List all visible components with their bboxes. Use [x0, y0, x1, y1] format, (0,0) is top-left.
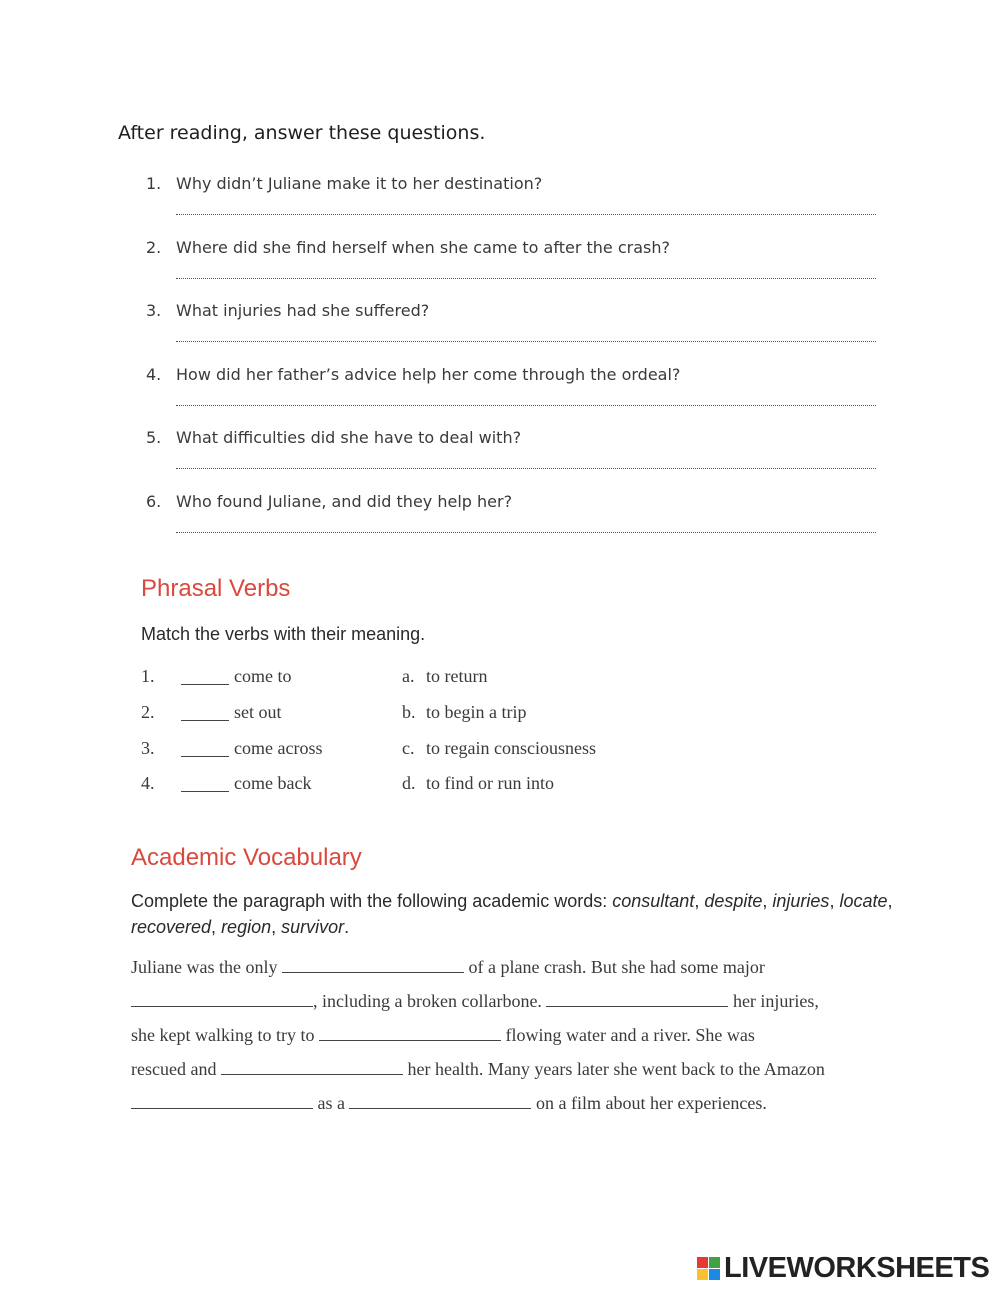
- answer-line[interactable]: [176, 468, 876, 469]
- match-blank[interactable]: [181, 684, 229, 685]
- question-number: 4.: [146, 364, 162, 384]
- phrasal-verbs-instruction: Match the verbs with their meaning.: [141, 624, 426, 644]
- fill-blank[interactable]: [319, 1024, 501, 1041]
- match-blank[interactable]: [181, 720, 229, 721]
- word: region: [221, 917, 272, 937]
- phrasal-verb: come across: [234, 738, 323, 758]
- word: locate: [839, 891, 888, 911]
- meaning-text: to begin a trip: [426, 702, 527, 722]
- matching-row: [141, 702, 661, 738]
- paragraph-text: flowing water and a river. She was: [500, 1025, 755, 1045]
- academic-vocabulary-instruction: Complete the paragraph with the following academic words: consultant, despite, injuries, locate, recovered, region, survivor.: [131, 891, 893, 937]
- instruction-suffix: .: [344, 917, 350, 937]
- answer-line[interactable]: [176, 341, 876, 342]
- questions-heading: After reading, answer these questions.: [118, 122, 486, 144]
- row-number: 2.: [141, 702, 155, 722]
- question-item: [146, 488, 876, 552]
- matching-row: [141, 738, 661, 774]
- meaning-text: to return: [426, 666, 488, 686]
- word: consultant: [612, 891, 695, 911]
- word: injuries: [772, 891, 830, 911]
- word: despite: [704, 891, 763, 911]
- paragraph-line: [131, 990, 819, 1014]
- meaning-letter: b.: [402, 702, 416, 722]
- question-item: [146, 234, 876, 298]
- meaning-letter: d.: [402, 773, 416, 793]
- paragraph-text: on a film about her experiences.: [531, 1093, 767, 1113]
- question-text: What difficulties did she have to deal with?: [176, 428, 522, 447]
- question-item: [146, 424, 876, 488]
- paragraph-text: her health. Many years later she went back to the Amazon: [402, 1059, 825, 1079]
- answer-line[interactable]: [176, 278, 876, 279]
- fill-blank[interactable]: [349, 1092, 531, 1109]
- paragraph-line: [131, 956, 765, 980]
- row-number: 4.: [141, 773, 155, 793]
- fill-blank[interactable]: [131, 990, 313, 1007]
- word: recovered: [131, 917, 212, 937]
- logo-block-green: [709, 1257, 720, 1268]
- answer-line[interactable]: [176, 214, 876, 215]
- fill-blank[interactable]: [131, 1092, 313, 1109]
- meaning-letter: a.: [402, 666, 415, 686]
- paragraph-text: she kept walking to try to: [131, 1025, 319, 1045]
- row-number: 1.: [141, 666, 155, 686]
- paragraph-text: Juliane was the only: [131, 957, 282, 977]
- question-item: [146, 170, 876, 234]
- logo-text: LIVEWORKSHEETS: [724, 1252, 990, 1284]
- question-text: How did her father’s advice help her come through the ordeal?: [176, 364, 681, 384]
- answer-line[interactable]: [176, 405, 876, 406]
- phrasal-verb: set out: [234, 702, 282, 722]
- phrasal-verb: come back: [234, 773, 312, 793]
- question-item: [146, 297, 876, 361]
- row-number: 3.: [141, 738, 155, 758]
- paragraph-line: [131, 1024, 755, 1048]
- word: survivor: [281, 917, 345, 937]
- paragraph-text: , including a broken collarbone.: [313, 991, 547, 1011]
- phrasal-verb: come to: [234, 666, 292, 686]
- question-text: Where did she find herself when she came to after the crash?: [176, 237, 670, 257]
- logo-block-yellow: [697, 1269, 708, 1280]
- question-number: 2.: [146, 237, 162, 257]
- fill-blank[interactable]: [546, 990, 728, 1007]
- meaning-text: to regain consciousness: [426, 738, 596, 758]
- phrasal-verbs-title: Phrasal Verbs: [141, 575, 291, 602]
- paragraph-text: her injuries,: [728, 991, 819, 1011]
- academic-vocabulary-title: Academic Vocabulary: [131, 844, 362, 871]
- question-number: 5.: [146, 428, 162, 447]
- matching-row: [141, 773, 661, 809]
- meaning-text: to find or run into: [426, 773, 554, 793]
- fill-blank[interactable]: [221, 1058, 403, 1075]
- question-number: 6.: [146, 491, 162, 511]
- logo-block-red: [697, 1257, 708, 1268]
- match-blank[interactable]: [181, 756, 229, 757]
- question-text: What injuries had she suffered?: [176, 301, 430, 320]
- matching-row: [141, 666, 661, 702]
- question-number: 1.: [146, 174, 162, 193]
- logo-blocks-icon: [697, 1257, 721, 1281]
- liveworksheets-logo: [697, 1254, 997, 1288]
- meaning-letter: c.: [402, 738, 415, 758]
- paragraph-line: [131, 1058, 825, 1082]
- paragraph-text: as a: [313, 1093, 350, 1113]
- fill-blank[interactable]: [282, 956, 464, 973]
- question-text: Why didn’t Juliane make it to her destination?: [176, 174, 543, 193]
- instruction-prefix: Complete the paragraph with the following academic words:: [131, 891, 613, 911]
- question-text: Who found Juliane, and did they help her?: [176, 491, 513, 511]
- match-blank[interactable]: [181, 791, 229, 792]
- paragraph-text: rescued and: [131, 1059, 221, 1079]
- paragraph-line: [131, 1092, 767, 1116]
- paragraph-text: of a plane crash. But she had some major: [463, 957, 765, 977]
- questions-list: [146, 170, 876, 551]
- question-item: [146, 361, 876, 425]
- answer-line[interactable]: [176, 532, 876, 533]
- logo-block-blue: [709, 1269, 720, 1280]
- question-number: 3.: [146, 301, 162, 320]
